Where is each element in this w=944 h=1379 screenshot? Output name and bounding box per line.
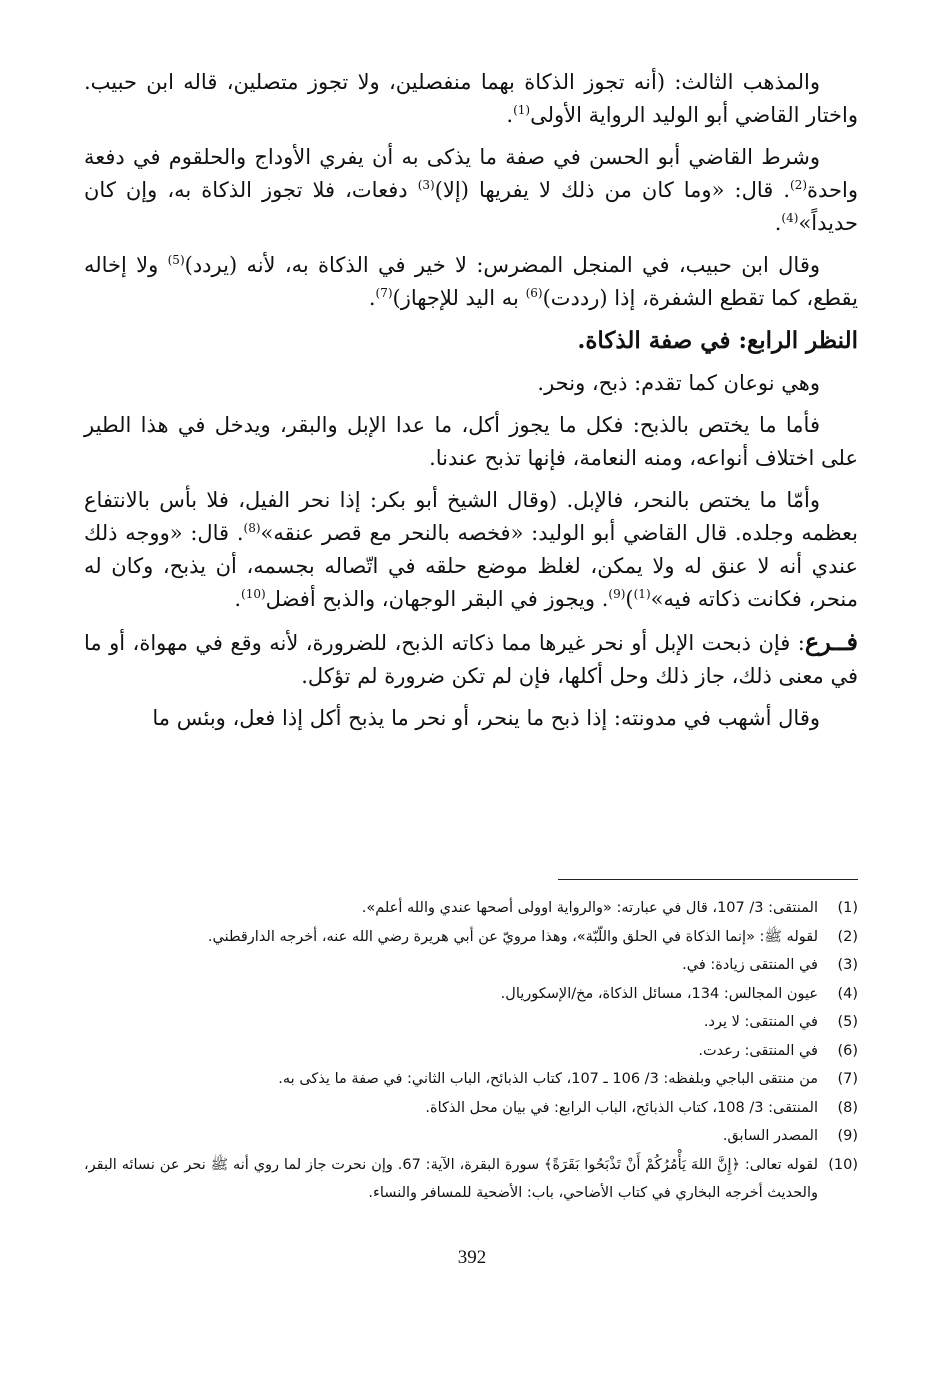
footnote-number: (7) xyxy=(837,1071,858,1087)
footnote-text: في المنتقى زيادة: في. xyxy=(682,957,818,973)
footnote xyxy=(84,951,858,980)
footnote-text: عيون المجالس: 134، مسائل الذكاة، مخ/الإسكوريال. xyxy=(500,985,818,1002)
paragraph-text: ) xyxy=(625,587,634,611)
footnote-number: (4) xyxy=(837,985,858,1002)
footnote-number: (2) xyxy=(837,928,858,945)
footnote-ref[interactable]: (3) xyxy=(417,178,435,192)
paragraph-tail: . xyxy=(368,286,376,310)
footnote xyxy=(84,980,858,1009)
footnote-number: (10) xyxy=(828,1156,858,1173)
footnote-text: من منتقى الباجي وبلفظه: 3/ 106 ـ 107، كتاب الذبائح، الباب الثاني: في صفة ما يذكى به. xyxy=(278,1071,818,1087)
footnote xyxy=(84,923,858,952)
paragraph-text: . ويجوز في البقر الوجهان، والذبح أفضل xyxy=(265,587,609,611)
footnote-text: لقوله ﷺ: «إنما الذكاة في الحلق واللّبّة»، وهذا مرويّ عن أبي هريرة رضي الله عنه، أخرجه الدارقطني. xyxy=(207,928,818,945)
footnote-ref[interactable]: (2) xyxy=(790,178,808,192)
footnote xyxy=(84,1094,858,1123)
footnote xyxy=(84,1037,858,1066)
footnote-text: المنتقى: 3/ 107، قال في عبارته: «والرواية اوولى أصحها عندي والله أعلم». xyxy=(361,900,818,916)
footnote xyxy=(84,894,858,923)
paragraph-text: به اليد للإجهاز) xyxy=(392,286,526,310)
paragraph-text: دفعات، فلا تجوز الذكاة به، وإن كان حديداً» xyxy=(84,178,858,235)
footnote-ref[interactable]: (9) xyxy=(608,587,626,601)
footnote-number: (5) xyxy=(837,1014,858,1030)
footnote-number: (9) xyxy=(837,1128,858,1144)
footnote-text: المصدر السابق. xyxy=(722,1128,818,1144)
footnote-number: (8) xyxy=(837,1099,858,1116)
paragraph-nahr xyxy=(84,484,858,616)
paragraph-ibn-habib xyxy=(84,249,858,315)
footnote-ref[interactable]: (7) xyxy=(375,286,393,300)
paragraph-slaughter: فأما ما يختص بالذبح: فكل ما يجوز أكل، ما عدا الإبل والبقر، ويدخل في هذا الطير على اختلاف أنواعه، ومنه النعامة، فإنها تذبح عندنا. xyxy=(84,413,858,470)
paragraph-text: وقال ابن حبيب، في المنجل المضرس: لا خير في الذكاة به، لأنه (يردد) xyxy=(184,253,821,277)
footnote xyxy=(84,1122,858,1151)
main-text xyxy=(84,66,858,744)
paragraph-text: : فإن ذبحت الإبل أو نحر غيرها مما ذكاته الذبح، للضرورة، لأنه وقع في مهواة، أو ما في معنى ذلك، جاز ذلك وحل أكلها، فإن لم تكن ضرورة لم تؤكل. xyxy=(84,631,858,688)
paragraph-condition xyxy=(84,141,858,240)
footnote xyxy=(84,1008,858,1037)
paragraph-far xyxy=(84,625,858,693)
footnote-ref[interactable]: (10) xyxy=(241,587,266,601)
paragraph-tail: . xyxy=(506,103,514,127)
paragraph-text: والمذهب الثالث: (أنه تجوز الذكاة بهما منفصلين، ولا تجوز متصلين، قاله ابن حبيب. واختار القاضي أبو الوليد الرواية الأولى xyxy=(84,70,858,127)
paragraph-text: . قال: «وما كان من ذلك لا يفريها (إلا) xyxy=(434,178,791,202)
footnote-text: المنتقى: 3/ 108، كتاب الذبائح، الباب الرابع: في بيان محل الذكاة. xyxy=(425,1099,818,1116)
paragraph-text: ولا إخاله يقطع، كما تقطع الشفرة، إذا (رددت) xyxy=(84,253,858,310)
footnotes xyxy=(84,894,858,1208)
paragraph-text: وأمّا ما يختص بالنحر، فالإبل. (وقال الشيخ أبو بكر: إذا نحر الفيل، فلا بأس بالانتفاع بعظمه وجلده. قال القاضي أبو الوليد: «فخصه بالنحر مع قصر عنقه» xyxy=(84,488,859,545)
footnote-number: (1) xyxy=(837,900,858,916)
paragraph-two-types: وهي نوعان كما تقدم: ذبح، ونحر. xyxy=(537,371,820,395)
footnote-ref[interactable]: (5) xyxy=(167,253,185,267)
footnote-ref[interactable]: (1) xyxy=(513,103,531,117)
footnote-ref[interactable]: (8) xyxy=(243,521,261,535)
footnote-ref[interactable]: (1) xyxy=(633,587,651,601)
paragraph-third-opinion xyxy=(84,66,858,132)
footnote-text: في المنتقى: رعدت. xyxy=(698,1042,818,1059)
paragraph-tail: . xyxy=(774,211,782,235)
footnote-number: (3) xyxy=(837,957,858,973)
far-label: فــرع xyxy=(804,627,858,656)
footnote-text: في المنتقى: لا يرد. xyxy=(703,1014,818,1030)
paragraph-tail: . xyxy=(234,587,242,611)
footnote xyxy=(84,1065,858,1094)
footnote-text: لقوله تعالى: ﴿إِنَّ اللهَ يَأْمُرُكُمْ أَنْ تَذْبَحُوا بَقَرَةً﴾ سورة البقرة، الآية: 67. وإن نحرت جاز لما روي أنه ﷺ نحر عن نسائه البقر، والحديث أخرجه البخاري في كتاب الأضاحي، باب: الأضحية للمسافر والنساء. xyxy=(84,1156,819,1201)
page-number: 392 xyxy=(457,1247,487,1268)
paragraph-ashhab: وقال أشهب في مدونته: إذا ذبح ما ينحر، أو نحر ما يذبح أكل إذا فعل، وبئس ما xyxy=(152,706,820,730)
footnote-ref[interactable]: (4) xyxy=(781,211,799,225)
footnote-divider xyxy=(558,879,858,880)
footnote-ref[interactable]: (6) xyxy=(525,286,543,300)
footnote xyxy=(84,1151,858,1208)
paragraph-text: وشرط القاضي أبو الحسن في صفة ما يذكى به أن يفري الأوداج والحلقوم في دفعة واحدة xyxy=(84,145,859,202)
section-heading: النظر الرابع: في صفة الذكاة. xyxy=(577,327,858,354)
paragraph-text: . قال: «ووجه ذلك عندي أنه لا عنق له ولا يمكن، لغلظ موضع حلقه في اتّصاله بجسمه، أن يذبح، وكان له منحر، فكانت ذكاته فيه» xyxy=(84,521,858,611)
footnote-number: (6) xyxy=(837,1042,858,1059)
